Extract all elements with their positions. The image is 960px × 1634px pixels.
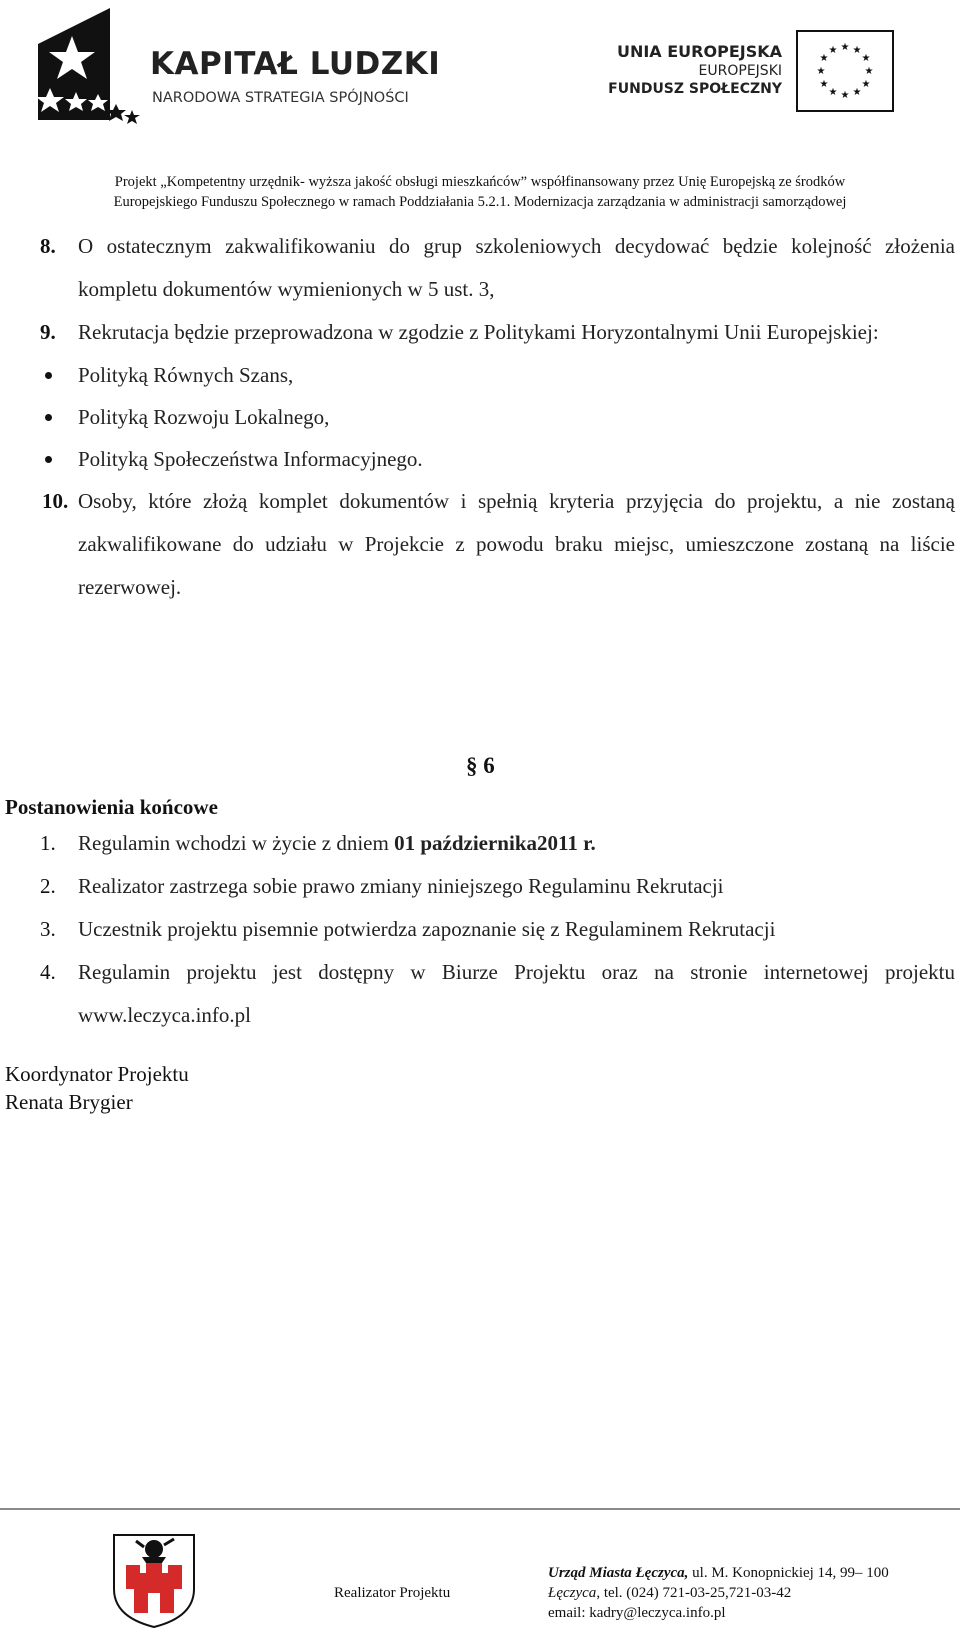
svg-text:★: ★ [864,66,874,77]
item-number: 8. [40,234,56,258]
final-item-4 [40,951,955,1037]
final-provisions-list [0,822,960,1037]
office-address: ul. M. Konopnickiej 14, 99– 100 [688,1565,889,1581]
bullet-dot-icon [45,414,52,421]
svg-text:★: ★ [828,45,838,56]
footer-implementer-label: Realizator Projektu [334,1585,451,1601]
item-text: Rekrutacja będzie przeprowadzona w zgodzie z Politykami Horyzontalnymi Unii Europejskiej: [78,320,879,344]
item-text: Regulamin projektu jest dostępny w Biurze Projektu oraz na stronie internetowej projektu www.leczyca.info.pl [78,960,955,1027]
final-item-3 [40,908,955,951]
item-number: 10. [42,489,69,513]
document-header [0,0,960,215]
kapital-ludzki-title: KAPITAŁ LUDZKI [150,46,441,82]
section-number: § 6 [466,753,495,778]
project-funding-note [20,172,940,212]
bullet-dot-icon [45,372,52,379]
regulation-body [0,225,960,609]
signature-name: Renata Brygier [5,1090,133,1114]
item-text: Regulamin wchodzi w życie z dniem [78,831,395,855]
footer-address-line [548,1563,889,1583]
office-name: Urząd Miasta Łęczyca, [548,1565,689,1581]
bullet-dot-icon [45,456,52,463]
section-heading: Postanowienia końcowe [5,795,218,819]
item-number: 3. [40,917,56,941]
footer-divider [0,1508,960,1510]
signature-role: Koordynator Projektu [5,1062,189,1086]
svg-text:★: ★ [819,79,829,90]
eu-flag-icon [796,30,894,112]
kapital-ludzki-logo [32,8,452,126]
list-item-8 [40,225,955,311]
bullet-text: Polityką Równych Szans, [78,363,294,387]
final-item-2 [40,865,955,908]
eu-fund-line2: FUNDUSZ SPOŁECZNY [608,81,782,97]
list-item-10 [42,480,955,609]
bullet-item [78,438,960,480]
bullet-text: Polityką Społeczeństwa Informacyjnego. [78,447,423,471]
eu-logo [594,30,894,114]
leczyca-coat-of-arms-icon [112,1531,196,1629]
project-note-line1: Projekt „Kompetentny urzędnik- wyższa jakość obsługi mieszkańców” współfinansowany przez Unię Europejską ze środków [114,174,846,190]
item-text: Realizator zastrzega sobie prawo zmiany niniejszego Regulaminu Rekrutacji [78,874,724,898]
office-email: email: kadry@leczyca.info.pl [548,1605,726,1621]
svg-text:★: ★ [840,90,850,101]
svg-text:★: ★ [861,79,871,90]
eu-text [608,42,782,98]
bullet-text: Polityką Rozwoju Lokalnego, [78,405,330,429]
bullet-item [78,396,960,438]
kapital-ludzki-star-mark-icon [32,8,150,126]
footer-phone-line [548,1583,889,1603]
item-number: 4. [40,960,56,984]
item-number: 1. [40,831,56,855]
svg-text:★: ★ [852,45,862,56]
svg-text:★: ★ [816,66,826,77]
svg-text:★: ★ [819,53,829,64]
project-note-line2: Europejskiego Funduszu Społecznego w ramach Poddziałania 5.2.1. Modernizacja zarządzania w administracji samorządowej [113,194,847,210]
footer-contact [548,1563,889,1623]
item-number: 2. [40,874,56,898]
eu-fund-line1: EUROPEJSKI [698,63,782,79]
svg-text:★: ★ [828,87,838,98]
eu-name: UNIA EUROPEJSKA [616,42,782,61]
item-text: Uczestnik projektu pisemnie potwierdza zapoznanie się z Regulaminem Rekrutacji [78,917,776,941]
item-text: O ostatecznym zakwalifikowaniu do grup szkoleniowych decydować będzie kolejność złożenia kompletu dokumentów wymienionych w 5 ust. 3, [78,234,955,301]
svg-text:★: ★ [840,42,850,53]
office-phone: , tel. (024) 721-03-25,721-03-42 [596,1585,792,1601]
svg-text:★: ★ [861,53,871,64]
bullet-item [78,354,960,396]
svg-text:★: ★ [852,87,862,98]
item-text: Osoby, które złożą komplet dokumentów i spełnią kryteria przyjęcia do projektu, a nie zostaną zakwalifikowane do udziału w Projekcie z powodu braku miejsc, umieszczone zostaną na liście rezerwowej. [78,489,955,599]
list-item-9 [40,311,955,354]
item-number: 9. [40,320,56,344]
office-city: Łęczyca [548,1585,597,1601]
final-item-1 [40,822,955,865]
effective-date: 01 października2011 r. [394,831,596,855]
signature-block [5,1060,189,1116]
kapital-ludzki-subtitle: NARODOWA STRATEGIA SPÓJNOŚCI [152,90,409,106]
